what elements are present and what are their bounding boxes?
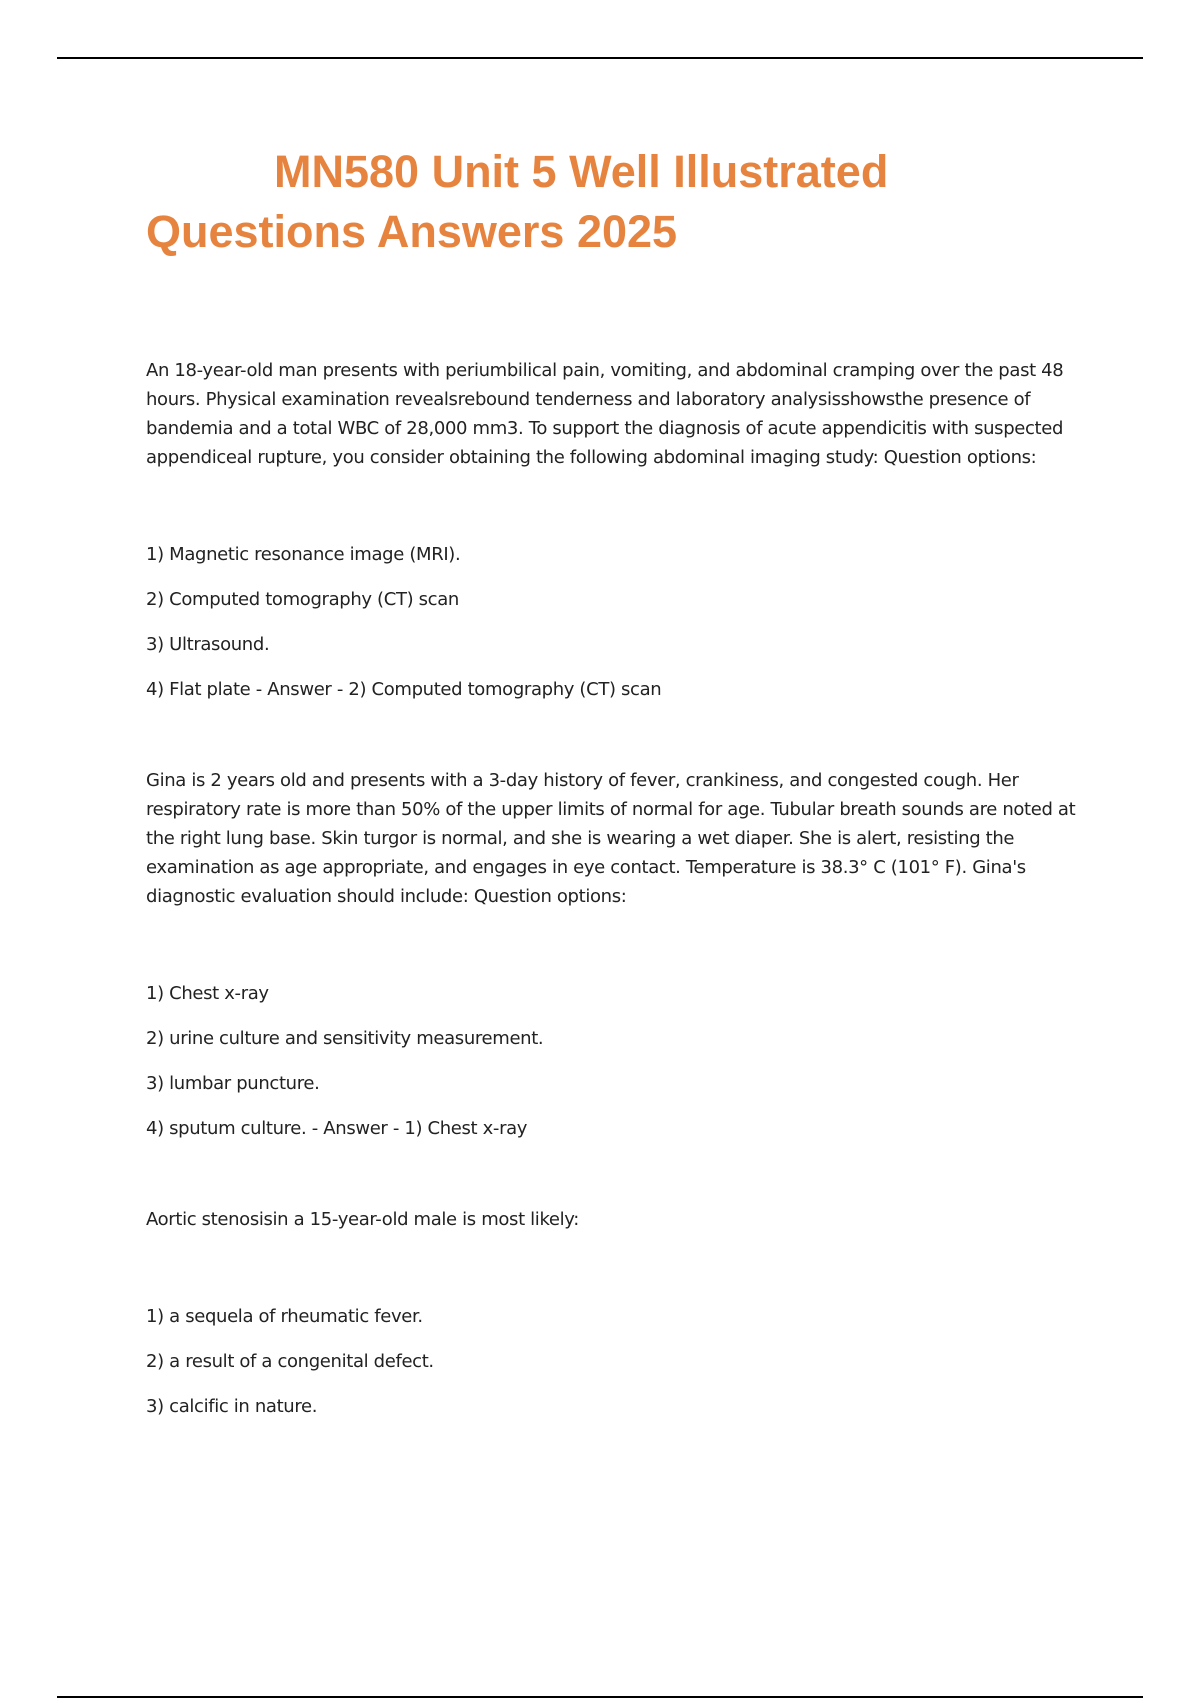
- option-item-answer: 4) Flat plate - Answer - 2) Computed tomography (CT) scan: [146, 679, 662, 700]
- option-item: 3) calcific in nature.: [146, 1396, 318, 1417]
- option-item: 3) lumbar puncture.: [146, 1073, 320, 1094]
- option-list: [146, 1294, 1086, 1429]
- question-stem: Aortic stenosisin a 15-year-old male is most likely:: [146, 1209, 579, 1230]
- document-body: [146, 356, 1086, 1429]
- option-list: [146, 532, 1086, 712]
- question-stem: An 18-year-old man presents with periumbilical pain, vomiting, and abdominal cramping over the past 48 hours. Physical examination revealsrebound tenderness and laboratory analysisshowsthe presence of bandemia and a total WBC of 28,000 mm3. To support the diagnosis of acute appendicitis with suspected appendiceal rupture, you consider obtaining the following abdominal imaging study: Question options:: [146, 360, 1064, 468]
- option-item: 2) Computed tomography (CT) scan: [146, 589, 459, 610]
- option-item: 1) Magnetic resonance image (MRI).: [146, 544, 461, 565]
- title-line-1: MN580 Unit 5 Well Illustrated: [274, 146, 889, 197]
- header-rule: [57, 57, 1143, 59]
- question-stem: Gina is 2 years old and presents with a 3-day history of fever, crankiness, and congested cough. Her respiratory rate is more than 50% of the upper limits of normal for age. Tubular breath sounds are noted at the right lung base. Skin turgor is normal, and she is wearing a wet diaper. She is alert, resisting the examination as age appropriate, and engages in eye contact. Temperature is 38.3° C (101° F). Gina's diagnostic evaluation should include: Question options:: [146, 770, 1076, 907]
- option-list: [146, 971, 1086, 1151]
- option-item: 2) a result of a congenital defect.: [146, 1351, 434, 1372]
- question-block-1: [146, 356, 1086, 712]
- option-item: 3) Ultrasound.: [146, 634, 270, 655]
- option-item: 1) a sequela of rheumatic fever.: [146, 1306, 423, 1327]
- footer-rule: [57, 1696, 1143, 1698]
- question-block-2: [146, 766, 1086, 1151]
- option-item: 1) Chest x-ray: [146, 983, 269, 1004]
- title-line-2: Questions Answers 2025: [146, 206, 678, 257]
- option-item-answer: 4) sputum culture. - Answer - 1) Chest x-ray: [146, 1118, 528, 1139]
- document-title: [146, 142, 1106, 262]
- question-block-3: [146, 1205, 1086, 1429]
- option-item: 2) urine culture and sensitivity measurement.: [146, 1028, 544, 1049]
